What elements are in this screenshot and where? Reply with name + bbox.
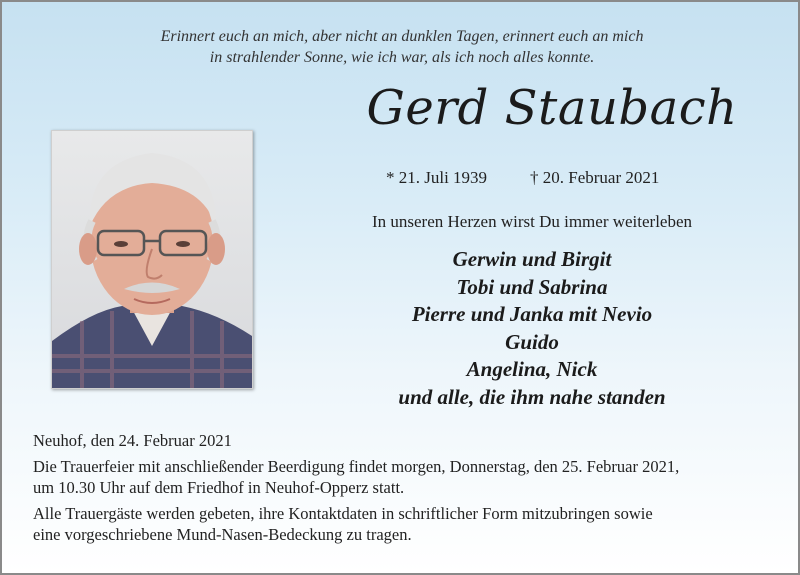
portrait-illustration bbox=[52, 131, 252, 388]
mourner-line: Pierre und Janka mit Nevio bbox=[411, 302, 653, 326]
mourner-line: Angelina, Nick bbox=[466, 357, 598, 381]
notice-line-2: eine vorgeschriebene Mund-Nasen-Bedeckung zu tragen. bbox=[33, 525, 412, 544]
notice-line-1: Alle Trauergäste werden gebeten, ihre Kontaktdaten in schriftlicher Form mitzubringen sowie bbox=[33, 504, 653, 523]
deceased-name: Gerd Staubach bbox=[366, 80, 738, 136]
place-date: Neuhof, den 24. Februar 2021 bbox=[33, 431, 232, 450]
motto-line: In unseren Herzen wirst Du immer weiterleben bbox=[371, 212, 693, 231]
ceremony-line-1: Die Trauerfeier mit anschließender Beerdigung findet morgen, Donnerstag, den 25. Februar 2021, bbox=[33, 457, 680, 476]
mourners-list bbox=[332, 246, 732, 411]
mourner-line: Guido bbox=[505, 329, 559, 354]
guest-notice bbox=[33, 503, 783, 545]
mourner-line: Gerwin und Birgit bbox=[452, 247, 612, 271]
death-date: † 20. Februar 2021 bbox=[530, 168, 660, 187]
birth-date: * 21. Juli 1939 bbox=[386, 168, 488, 187]
mourner-line: und alle, die ihm nahe standen bbox=[398, 384, 666, 409]
quote-line-2: in strahlender Sonne, wie ich war, als ich noch alles konnte. bbox=[209, 49, 595, 66]
memorial-quote bbox=[2, 26, 800, 68]
mourner-line: Tobi und Sabrina bbox=[456, 274, 608, 299]
ceremony-info bbox=[33, 456, 783, 498]
funeral-details bbox=[33, 430, 783, 545]
ceremony-line-2: um 10.30 Uhr auf dem Friedhof in Neuhof-Opperz statt. bbox=[33, 478, 405, 497]
quote-line-1: Erinnert euch an mich, aber nicht an dunklen Tagen, erinnert euch an mich bbox=[160, 28, 644, 45]
portrait-photo bbox=[51, 130, 253, 389]
